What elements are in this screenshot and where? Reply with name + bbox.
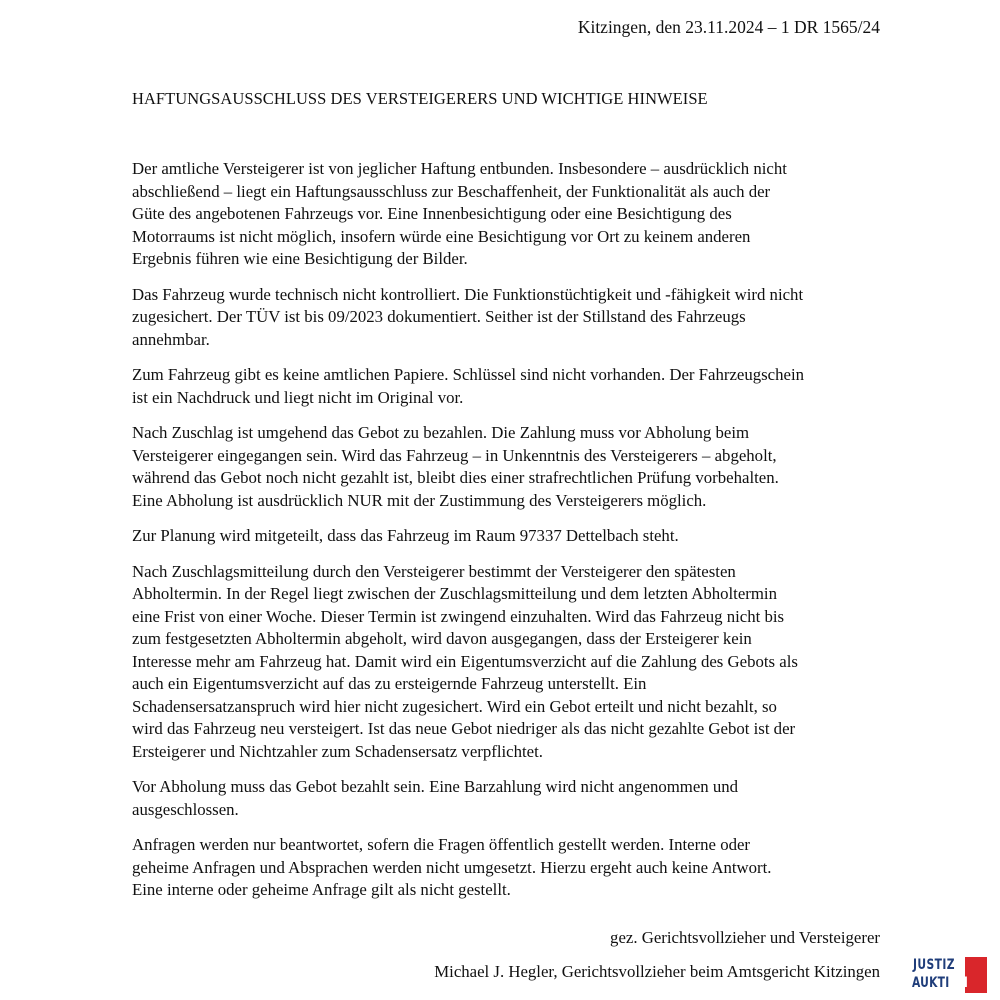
place-date-reference: Kitzingen, den 23.11.2024 – 1 DR 1565/24 — [577, 17, 880, 37]
logo-text-on: ON — [949, 975, 969, 991]
paragraph-pickup-deadline: Nach Zuschlagsmitteilung durch den Versteigerer bestimmt der Versteigerer den spätesten Abholtermin. In der Regel liegt zwischen der Zuschlagsmitteilung und dem letzten Abholtermin eine Frist von einer Woche. Dieser Termin ist zwingend einzuhalten. Wird das Fahrzeug nicht bis zum festgesetzten Abholtermin abgeholt, wird davon ausgegangen, dass der Ersteigerer kein Interesse mehr am Fahrzeug hat. Damit wird ein Eigentumsverzicht auf die Zahlung des Gebots als auch ein Eigentumsverzicht auf das zu ersteigernde Fahrzeug unterstellt. Ein Schadensersatzanspruch wird hier nicht zugesichert. Wird ein Gebot erteilt und nicht bezahlt, so wird das Fahrzeug neu versteigert. Ist das neue Gebot niedriger als das nicht gezahlte Gebot ist der Ersteigerer und Nichtzahler zum Schadensersatz verpflichtet. — [132, 561, 798, 761]
logo-text-auktion — [912, 975, 968, 992]
logo-accent-bar — [965, 957, 987, 993]
logo-text-justiz: JUSTIZ — [913, 957, 955, 973]
paragraph-liability-exclusion: Der amtliche Versteigerer ist von jeglicher Haftung entbunden. Insbesondere – ausdrücklich nicht abschließend – liegt ein Haftungsausschluss zur Beschaffenheit, der Funktionalität als auch der Güte des angebotenen Fahrzeugs vor. Eine Innenbesichtigung oder eine Besichtigung des Motorraums ist nicht möglich, insofern würde eine Besichtigung vor Ort zu keinem anderen Ergebnis führen wie eine Besichtigung der Bilder. — [132, 159, 787, 268]
document-title: HAFTUNGSAUSSCHLUSS DES VERSTEIGERERS UND WICHTIGE HINWEISE — [132, 89, 708, 108]
paragraph-no-cash: Vor Abholung muss das Gebot bezahlt sein. Eine Barzahlung wird nicht angenommen und ausgeschlossen. — [132, 777, 739, 819]
paragraph-inquiries: Anfragen werden nur beantwortet, sofern die Fragen öffentlich gestellt werden. Interne oder geheime Anfragen und Absprachen werden nicht umgesetzt. Hierzu ergeht auch keine Antwort. Eine interne oder geheime Anfrage gilt als nicht gestellt. — [132, 835, 772, 899]
document-body — [132, 158, 892, 915]
paragraph-papers-keys: Zum Fahrzeug gibt es keine amtlichen Papiere. Schlüssel sind nicht vorhanden. Der Fahrzeugschein ist ein Nachdruck und liegt nicht im Original vor. — [132, 365, 804, 407]
justiz-auktion-logo — [912, 957, 988, 995]
signature-name: Michael J. Hegler, Gerichtsvollzieher beim Amtsgericht Kitzingen — [434, 962, 880, 981]
paragraph-payment: Nach Zuschlag ist umgehend das Gebot zu bezahlen. Die Zahlung muss vor Abholung beim Versteigerer eingegangen sein. Wird das Fahrzeug – in Unkenntnis des Versteigerers – abgeholt, während das Gebot noch nicht gezahlt ist, bleibt dies einer strafrechtlichen Prüfung vorbehalten. Eine Abholung ist ausdrücklich NUR mit der Zustimmung des Versteigerers möglich. — [132, 423, 779, 510]
paragraph-technical-condition: Das Fahrzeug wurde technisch nicht kontrolliert. Die Funktionstüchtigkeit und -fähigkeit wird nicht zugesichert. Der TÜV ist bis 09/2023 dokumentiert. Seither ist der Stillstand des Fahrzeugs annehmbar. — [132, 284, 804, 349]
logo-text-aukti: AUKTI — [912, 975, 950, 991]
paragraph-location: Zur Planung wird mitgeteilt, dass das Fahrzeug im Raum 97337 Dettelbach steht. — [132, 526, 679, 545]
signature-role: gez. Gerichtsvollzieher und Versteigerer — [610, 928, 880, 947]
